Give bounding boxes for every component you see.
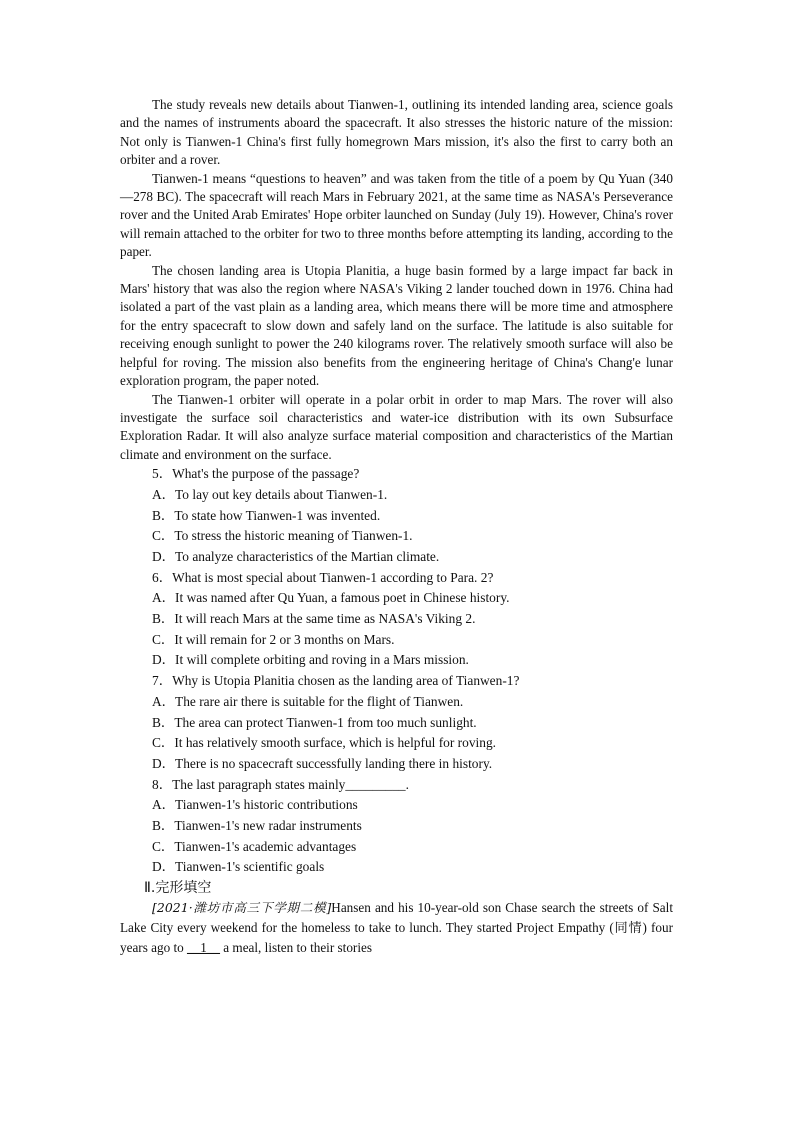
question-6 <box>120 568 673 672</box>
question-7 <box>120 671 673 775</box>
option-a: A．The rare air there is suitable for the flight of Tianwen. <box>152 693 464 709</box>
option-d: D．To analyze characteristics of the Martian climate. <box>152 548 440 564</box>
question-5 <box>120 464 673 568</box>
question-stem: 8．The last paragraph states mainly_________. <box>152 776 409 792</box>
passage-paragraph-3: The chosen landing area is Utopia Planitia, a huge basin formed by a large impact far back in Mars' history that was also the region where NASA's Viking 2 lander touched down in 1976. China had isolated a part of the vast plain as a landing area, which means there will be more time and atmosphere for the entry spacecraft to slow down and safely land on the surface. The latitude is also suitable for receiving enough sunlight to power the 240 kilograms rover. The relatively smooth surface will also be helpful for roving. The mission also benefits from the engineering heritage of China's Chang'e lunar exploration program, the paper noted. <box>120 262 673 389</box>
option-a: A．To lay out key details about Tianwen-1. <box>152 486 388 502</box>
option-c: C．To stress the historic meaning of Tianwen-1. <box>152 528 413 544</box>
cloze-text-before: Hansen and his 10-year-old son Chase search the streets of Salt Lake City every weekend for the homeless to take to lunch. They started Project Empathy (同情) four years ago to <box>120 900 673 956</box>
option-a: A．Tianwen-1's historic contributions <box>152 797 358 813</box>
passage-paragraph-1: The study reveals new details about Tianwen-1, outlining its intended landing area, science goals and the names of instruments aboard the spacecraft. It also stresses the historic nature of the mission: Not only is Tianwen-1 China's first fully homegrown Mars mission, it's also the first to carry both an orbiter and a rover. <box>120 97 673 168</box>
option-c: C．It has relatively smooth surface, which is helpful for roving. <box>152 735 496 751</box>
question-8 <box>120 775 673 879</box>
source-note: [2021·潍坊市高三下学期二模] <box>152 900 332 916</box>
option-a: A．It was named after Qu Yuan, a famous poet in Chinese history. <box>152 590 510 606</box>
option-d: D．There is no spacecraft successfully landing there in history. <box>152 755 493 771</box>
passage-paragraph-4: The Tianwen-1 orbiter will operate in a polar orbit in order to map Mars. The rover will also investigate the surface soil characteristics and water-ice distribution with its own Subsurface Exploration Radar. It will also analyze surface material composition and characteristics of the Martian climate and environment on the surface. <box>120 391 673 462</box>
cloze-blank: __1__ <box>187 940 220 956</box>
question-stem: 5．What's the purpose of the passage? <box>152 466 360 482</box>
option-c: C．Tianwen-1's academic advantages <box>152 838 357 854</box>
option-d: D．Tianwen-1's scientific goals <box>152 859 325 875</box>
document-body <box>120 96 673 958</box>
option-b: B．It will reach Mars at the same time as NASA's Viking 2. <box>152 611 476 627</box>
option-c: C．It will remain for 2 or 3 months on Mars. <box>152 631 395 647</box>
cloze-paragraph <box>120 898 673 958</box>
passage-paragraph-2: Tianwen-1 means “questions to heaven” and was taken from the title of a poem by Qu Yuan (340—278 BC). The spacecraft will reach Mars in February 2021, at the same time as NASA's Perseverance rover and the United Arab Emirates' Hope orbiter launched on Sunday (July 19). However, China's rover will remain attached to the orbiter for two to three months before attempting its landing, according to the paper. <box>120 170 673 260</box>
question-stem: 6．What is most special about Tianwen-1 according to Para. 2? <box>152 569 494 585</box>
option-b: B．To state how Tianwen-1 was invented. <box>152 507 381 523</box>
reading-passage <box>120 96 673 464</box>
question-list <box>120 464 673 878</box>
question-stem: 7．Why is Utopia Planitia chosen as the landing area of Tianwen-1? <box>152 673 520 689</box>
option-d: D．It will complete orbiting and roving in a Mars mission. <box>152 652 469 668</box>
option-b: B．The area can protect Tianwen-1 from too much sunlight. <box>152 714 477 730</box>
section-heading: Ⅱ.完形填空 <box>144 880 212 897</box>
option-b: B．Tianwen-1's new radar instruments <box>152 818 362 834</box>
cloze-text-after: a meal, listen to their stories <box>219 940 372 956</box>
